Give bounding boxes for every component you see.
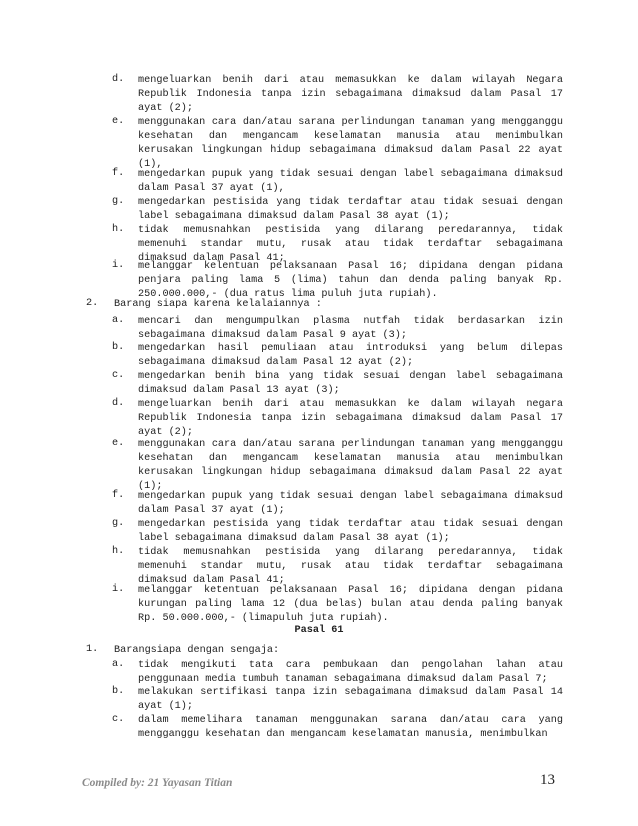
point-text: Barangsiapa dengan sengaja: [114,645,280,656]
section-heading: Pasal 61 [294,625,344,636]
list-item [112,398,563,440]
list-item [112,260,563,302]
item-label: e. [112,116,125,127]
item-label: b. [112,342,125,353]
numbered-point [86,298,564,312]
item-label: a. [112,659,125,670]
item-text: menggunakan cara dan/atau sarana perlindungan tanaman yang mengganggu kesehatan dan mengancam keselamatan manusia atau menimbulkan kerusakan lingkungan hidup sebagaimana dimaksud dalam Pasal 22 ayat (1), [138,117,563,171]
item-label: e. [112,438,125,449]
item-text: mengedarkan pupuk yang tidak sesuai dengan label sebagaimana dimaksud dalam Pasal 37 ayat (1); [138,491,563,517]
item-label: g. [112,518,125,529]
list-item [112,74,563,116]
point-label: 1. [86,644,99,655]
list-item [112,714,563,742]
item-text: mengedarkan hasil pemuliaan atau introduksi yang belum dilepas sebagaimana dimaksud dalam Pasal 12 ayat (2); [138,343,563,369]
list-item [112,168,563,196]
item-text: mengedarkan pestisida yang tidak terdaftar atau tidak sesuai dengan label sebagaimana dimaksud dalam Pasal 38 ayat (1); [138,519,563,545]
page-number: 13 [540,772,555,788]
item-text: mengedarkan benih bina yang tidak sesuai dengan label sebagaimana dimaksud dalam Pasal 13 ayat (3); [138,371,563,397]
item-label: f. [112,168,125,179]
item-label: d. [112,398,125,409]
list-item [112,490,563,518]
list-item [112,518,563,546]
item-text: tidak memusnahkan pestisida yang dilarang peredarannya, tidak memenuhi standar mutu, rusak atau tidak terdaftar sebagaimana dimaksud dalam Pasal 41; [138,547,563,587]
item-label: h. [112,224,125,235]
item-text: mengedarkan pestisida yang tidak terdaftar atau tidak sesuai dengan label sebagaimana dimaksud dalam Pasal 38 ayat (1); [138,197,563,223]
item-label: f. [112,490,125,501]
item-text: menggunakan cara dan/atau sarana perlindungan tanaman yang mengganggu kesehatan dan mengancam keselamatan manusia atau menimbulkan kerusakan lingkungan hidup sebagaimana dimaksud dalam Pasal 22 ayat (1); [138,439,563,493]
list-item [112,370,563,398]
list-item [112,196,563,224]
list-item [112,438,563,494]
item-label: h. [112,546,125,557]
item-text: melanggar ketentuan pelaksanaan Pasal 16; dipidana dengan pidana kurungan paling lama 12 (dua belas) bulan atau denda paling banyak Rp. 50.000.000,- (limapuluh juta rupiah). [138,585,563,625]
item-label: i. [112,584,125,595]
list-item [112,116,563,172]
item-label: c. [112,714,125,725]
list-item [112,546,563,588]
item-text: melanggar kelentuan pelaksanaan Pasal 16; dipidana dengan pidana penjara paling lama 5 (lima) tahun dan denda paling banyak Rp. 250.000.000,- (dua ratus lima puluh juta rupiah). [138,261,563,301]
item-label: i. [112,260,125,271]
item-text: tidak mengikuti tata cara pembukaan dan pengolahan lahan atau penggunaan media tumbuh tanaman sebagaimana dimaksud dalam Pasal 7; [138,660,563,686]
list-item [112,342,563,370]
list-item [112,315,563,343]
numbered-point [86,644,564,658]
item-text: mengeluarkan benih dari atau memasukkan ke dalam wilayah negara Republik Indonesia tanpa izin sebagaimana dimaksud dalam Pasal 17 ayat (2); [138,399,563,439]
item-text: dalam memelihara tanaman menggunakan sarana dan/atau cara yang mengganggu kesehatan dan mengancam keselamatan manusia, menimbulkan [138,715,563,741]
item-text: melakukan sertifikasi tanpa izin sebagaimana dimaksud dalam Pasal 14 ayat (1); [138,687,563,713]
item-label: g. [112,196,125,207]
item-label: b. [112,686,125,697]
item-text: tidak memusnahkan pestisida yang dilarang peredarannya, tidak memenuhi standar mutu, rusak atau tidak terdaftar sebagaimana dimaksud dalam Pasal 41; [138,225,563,265]
footer-compiled-by: Compiled by: 21 Yayasan Titian [82,777,233,789]
item-label: c. [112,370,125,381]
item-text: mencari dan mengumpulkan plasma nutfah tidak berdasarkan izin sebagaimana dimaksud dalam Pasal 9 ayat (3); [138,316,563,342]
point-text: Barang siapa karena kelalaiannya : [114,299,322,310]
point-label: 2. [86,298,99,309]
list-item [112,686,563,714]
item-text: mengeluarkan benih dari atau memasukkan ke dalam wilayah Negara Republik Indonesia tanpa izin sebagaimana dimaksud dalam Pasal 17 ayat (2); [138,75,563,115]
item-label: a. [112,315,125,326]
item-label: d. [112,74,125,85]
list-item [112,584,563,626]
item-text: mengedarkan pupuk yang tidak sesuai dengan label sebagaimana dimaksud dalam Pasal 37 ayat (1), [138,169,563,195]
list-item [112,659,563,687]
